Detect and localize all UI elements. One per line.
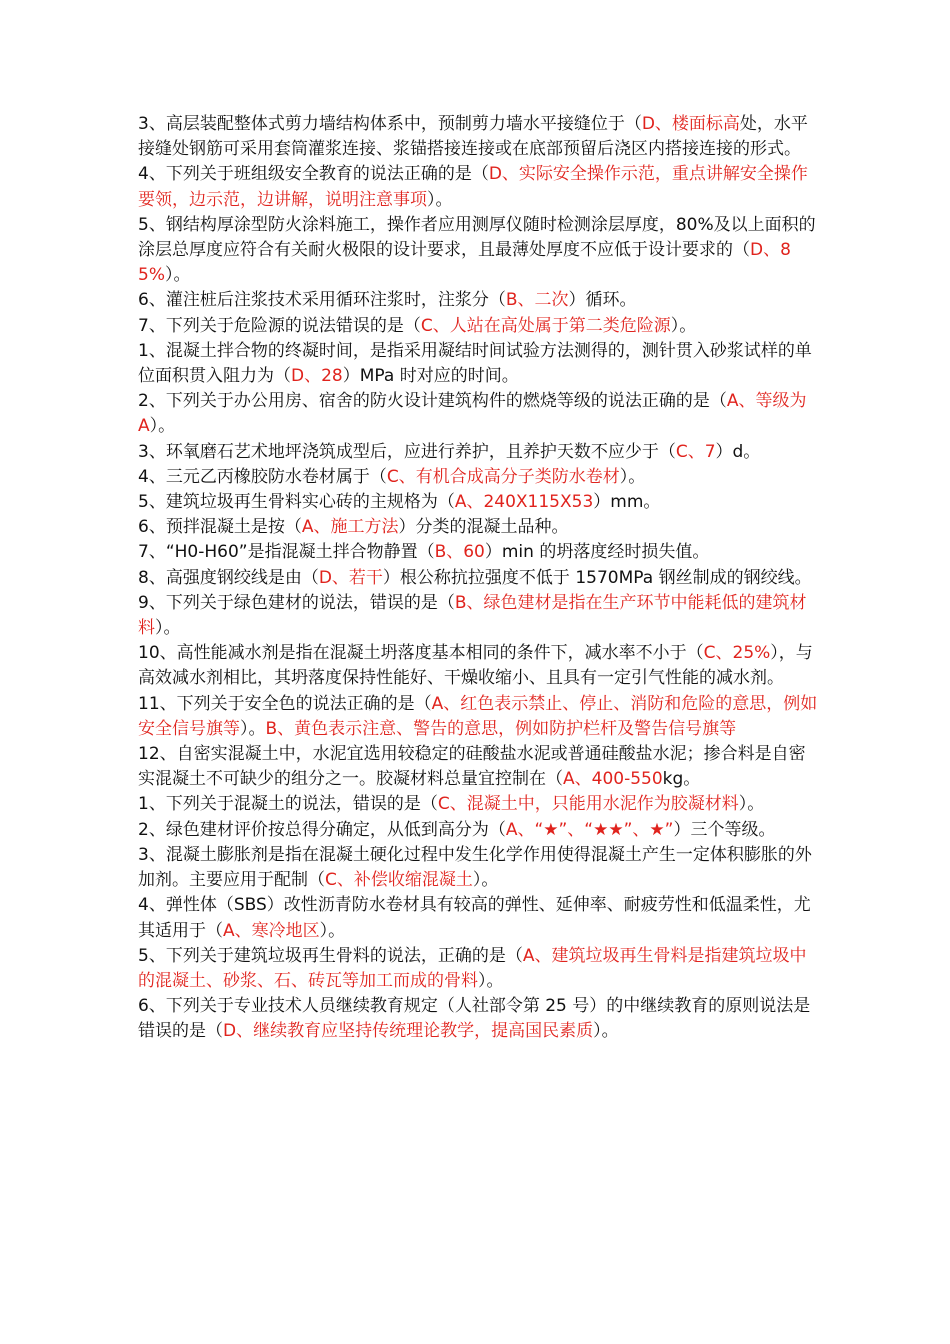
question-text: ）。 — [670, 315, 697, 336]
question-text: ）循环。 — [568, 290, 637, 311]
answer-text: D、实际安全操作示范，重点讲解安全操作要领，边示范，边讲解，说明注意事项 — [138, 164, 808, 210]
answer-text: B、绿色建材是指在生产环节中能耗低的建筑材料 — [138, 592, 807, 639]
question-text: 8、高强度钢绞线是由（ — [138, 567, 319, 588]
answer-text: D、继续教育应坚持传统理论教学，提高国民素质 — [223, 1021, 594, 1042]
question-item — [138, 994, 818, 1044]
question-item — [138, 742, 818, 792]
question-text: ）分类的混凝土品种。 — [398, 517, 569, 538]
question-text: 4、下列关于班组级安全教育的说法正确的是（ — [138, 164, 489, 185]
answer-text: A、400-550 — [563, 769, 663, 790]
question-text: 5、钢结构厚涂型防火涂料施工，操作者应用测厚仪随时检测涂层厚度，80%及以上面积的涂层总厚度应符合有关耐火极限的设计要求，且最薄处厚度不应低于设计要求的（ — [138, 214, 816, 261]
question-item — [138, 692, 818, 742]
question-text: 处，水平接缝处钢筋可采用套筒灌浆连接、浆锚搭接连接或在底部预留后浇区内搭接连接的形式。 — [138, 114, 808, 160]
question-text: 6、预拌混凝土是按（ — [138, 517, 302, 538]
answer-text: A、红色表示禁止、停止、消防和危险的意思，例如安全信号旗等 — [138, 693, 818, 739]
answer-text: C、补偿收缩混凝土 — [325, 870, 473, 891]
question-item — [138, 818, 818, 843]
question-text: ）。 — [149, 416, 176, 437]
question-text: 3、环氧磨石艺术地坪浇筑成型后，应进行养护，且养护天数不应少于（ — [138, 441, 676, 462]
question-text: ）d。 — [715, 441, 761, 462]
answer-text: C、25% — [703, 643, 771, 664]
question-text: ）。 — [619, 466, 646, 487]
question-item — [138, 213, 818, 289]
question-item — [138, 112, 818, 162]
question-text: 2、绿色建材评价按总得分确定，从低到高分为（ — [138, 819, 506, 840]
question-text: 12、自密实混凝土中，水泥宜选用较稳定的硅酸盐水泥或普通硅酸盐水泥；掺合料是自密实混凝土不可缺少的组分之一。胶凝材料总量宜控制在（ — [138, 744, 806, 790]
question-text: 6、下列关于专业技术人员继续教育规定（人社部令第 25 号）的中继续教育的原则说法是错误的是（ — [138, 996, 811, 1042]
question-text: kg。 — [662, 769, 701, 790]
answer-text: C、人站在高处属于第二类危险源 — [420, 315, 671, 336]
answer-text: A、“★”、“★★”、★” — [505, 819, 674, 840]
question-text: 3、混凝土膨胀剂是指在混凝土硬化过程中发生化学作用使得混凝土产生一定体积膨胀的外加剂。主要应用于配制（ — [138, 844, 812, 891]
question-item — [138, 540, 818, 565]
question-text: 7、“H0-H60”是指混凝土拌合物静置（ — [138, 542, 435, 563]
answer-text: B、二次 — [505, 290, 569, 311]
question-item — [138, 440, 818, 465]
question-item — [138, 339, 818, 389]
question-text: 5、下列关于建筑垃圾再生骨料的说法，正确的是（ — [138, 945, 523, 966]
question-text: ）。 — [164, 265, 191, 286]
answer-text: C、7 — [675, 441, 716, 462]
answer-text: D、若干 — [318, 567, 383, 588]
question-text: ）。 — [738, 794, 765, 815]
answer-text: A、等级为A — [138, 391, 807, 437]
question-text: ）根公称抗拉强度不低于 1570MPa 钢丝制成的钢绞线。 — [382, 567, 812, 588]
question-item — [138, 515, 818, 540]
question-text: 2、下列关于办公用房、宿舍的防火设计建筑构件的燃烧等级的说法正确的是（ — [138, 391, 727, 412]
question-item — [138, 944, 818, 994]
question-item — [138, 893, 818, 943]
answer-text: A、寒冷地区 — [223, 920, 320, 941]
question-text: 5、建筑垃圾再生骨料实心砖的主规格为（ — [138, 492, 455, 513]
document-body — [138, 112, 818, 1045]
question-text: ）MPa 时对应的时间。 — [342, 366, 519, 387]
answer-text: A、施工方法 — [301, 517, 399, 538]
question-item — [138, 465, 818, 490]
question-item — [138, 389, 818, 439]
answer-text: C、混凝土中，只能用水泥作为胶凝材料 — [437, 794, 739, 815]
answer-text: A、建筑垃圾再生骨料是指建筑垃圾中的混凝土、砂浆、石、砖瓦等加工而成的骨料 — [138, 945, 807, 991]
answer-text: B、黄色表示注意、警告的意思，例如防护栏杆及警告信号旗等 — [265, 718, 737, 739]
question-text: ）。 — [478, 970, 504, 991]
question-list — [138, 112, 818, 1045]
question-item — [138, 162, 818, 212]
question-item — [138, 792, 818, 817]
question-item — [138, 566, 818, 591]
question-text: ），与高效减水剂相比，其坍落度保持性能好、干燥收缩小、且具有一定引气性能的减水剂。 — [138, 643, 813, 689]
question-item — [138, 843, 818, 893]
question-text: 6、灌注桩后注浆技术采用循环注浆时，注浆分（ — [138, 290, 506, 311]
question-text: 1、下列关于混凝土的说法，错误的是（ — [138, 794, 438, 815]
answer-text: A、240X115X53 — [454, 492, 594, 513]
question-text: ）。 — [155, 618, 181, 639]
answer-text: D、85% — [138, 240, 791, 286]
question-text: 11、下列关于安全色的说法正确的是（ — [138, 693, 432, 714]
answer-text: B、60 — [434, 542, 485, 563]
question-item — [138, 490, 818, 515]
question-text: 3、高层装配整体式剪力墙结构体系中，预制剪力墙水平接缝位于（ — [138, 114, 642, 134]
question-text: 4、三元乙丙橡胶防水卷材属于（ — [138, 466, 387, 487]
question-text: 4、弹性体（SBS）改性沥青防水卷材具有较高的弹性、延伸率、耐疲劳性和低温柔性，尤其适用于（ — [138, 895, 811, 941]
answer-text: D、楼面标高 — [641, 114, 740, 134]
question-text: ）mm。 — [593, 492, 661, 513]
question-text: ）三个等级。 — [673, 819, 776, 840]
question-text: ）。 — [427, 189, 453, 210]
question-text: ）min 的坍落度经时损失值。 — [484, 542, 710, 563]
question-item — [138, 641, 818, 691]
question-text: 10、高性能减水剂是指在混凝土坍落度基本相同的条件下，减水率不小于（ — [138, 643, 704, 664]
answer-text: D、28 — [291, 366, 343, 387]
question-text: ）。 — [240, 718, 266, 739]
question-text: ）。 — [593, 1021, 619, 1042]
question-item — [138, 314, 818, 339]
question-text: 1、混凝土拌合物的终凝时间，是指采用凝结时间试验方法测得的，测针贯入砂浆试样的单位面积贯入阻力为（ — [138, 340, 812, 387]
question-text: 9、下列关于绿色建材的说法，错误的是（ — [138, 592, 455, 613]
question-text: 7、下列关于危险源的说法错误的是（ — [138, 315, 421, 336]
question-item — [138, 288, 818, 313]
question-item — [138, 591, 818, 641]
question-text: ）。 — [319, 920, 346, 941]
question-text: ）。 — [472, 870, 499, 891]
answer-text: C、有机合成高分子类防水卷材 — [386, 466, 620, 487]
